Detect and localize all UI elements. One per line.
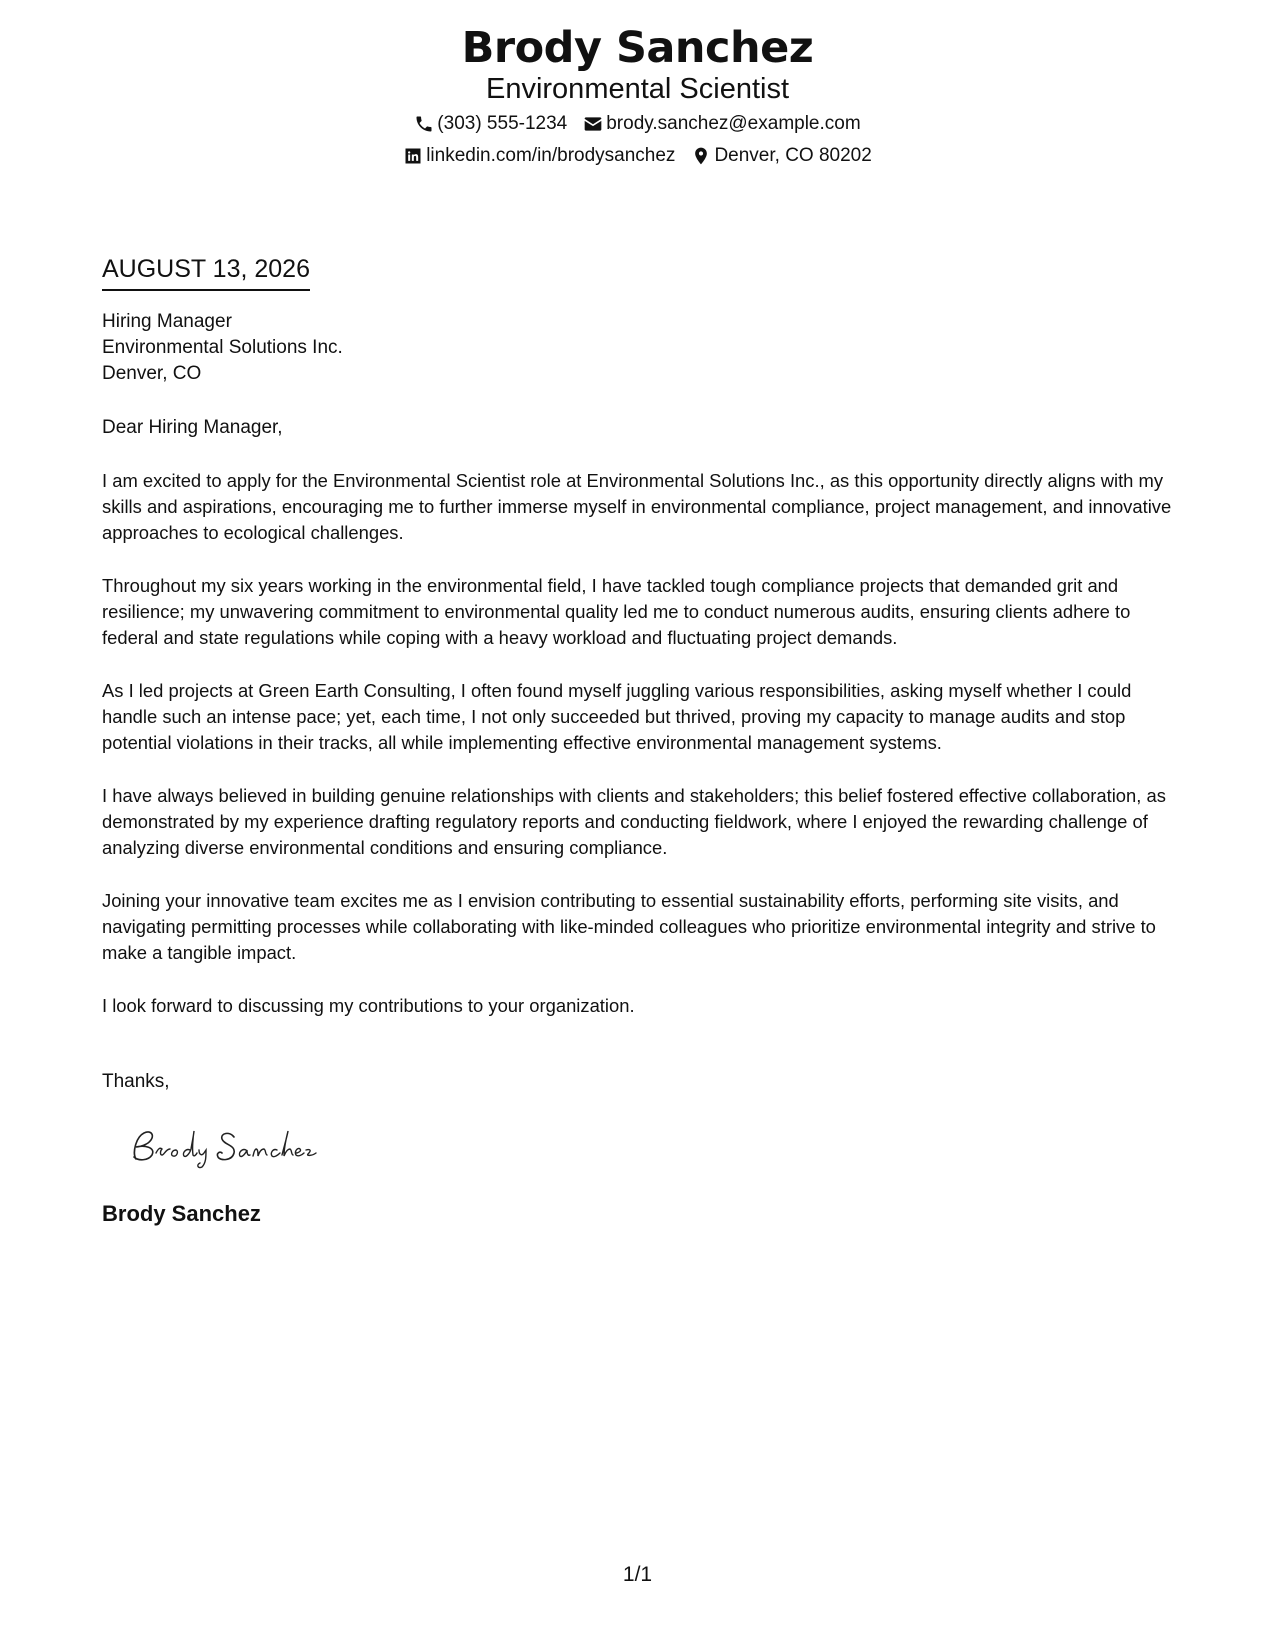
email-text: brody.sanchez@example.com bbox=[606, 113, 861, 134]
signer-name: Brody Sanchez bbox=[102, 1201, 261, 1226]
applicant-name: Brody Sanchez bbox=[461, 23, 814, 73]
body-paragraph: As I led projects at Green Earth Consulting, I often found myself juggling various responsibilities, asking myself whether I could handle such an intense pace; yet, each time, I not only succeeded but thrived, proving my capacity to manage audits and stop potential violations in their tracks, all while implementing effective environmental management systems. bbox=[102, 680, 1132, 753]
contact-phone bbox=[414, 112, 567, 136]
phone-text: (303) 555-1234 bbox=[437, 113, 568, 134]
body-paragraph: I have always believed in building genuine relationships with clients and stakeholders; this belief fostered effective collaboration, as demonstrated by my experience drafting regulatory reports and conducting fieldwork, where I enjoyed the rewarding challenge of analyzing diverse environmental conditions and ensuring compliance. bbox=[102, 785, 1166, 858]
envelope-icon bbox=[583, 114, 603, 134]
contact-row-primary bbox=[0, 112, 1275, 136]
contact-row-secondary bbox=[0, 144, 1275, 168]
linkedin-text: linkedin.com/in/brodysanchez bbox=[426, 145, 676, 166]
recipient-line: Environmental Solutions Inc. bbox=[102, 337, 343, 358]
closing: Thanks, bbox=[102, 1071, 170, 1092]
salutation: Dear Hiring Manager, bbox=[102, 417, 283, 438]
body-paragraph: I look forward to discussing my contributions to your organization. bbox=[102, 995, 635, 1016]
recipient-line: Hiring Manager bbox=[102, 311, 232, 332]
contact-linkedin bbox=[403, 144, 675, 168]
linkedin-icon bbox=[403, 146, 423, 166]
contact-email bbox=[583, 112, 860, 136]
body-paragraph: I am excited to apply for the Environmental Scientist role at Environmental Solutions Inc., as this opportunity directly aligns with my skills and aspirations, encouraging me to further immerse myself in environmental compliance, project management, and innovative approaches to ecological challenges. bbox=[102, 470, 1172, 543]
letter-date: AUGUST 13, 2026 bbox=[102, 254, 310, 291]
applicant-title: Environmental Scientist bbox=[485, 73, 790, 105]
location-text: Denver, CO 80202 bbox=[714, 145, 872, 166]
contact-location bbox=[691, 144, 871, 168]
map-pin-icon bbox=[691, 146, 711, 166]
page-number: 1/1 bbox=[622, 1563, 653, 1586]
letter-header bbox=[0, 22, 1275, 168]
recipient-line: Denver, CO bbox=[102, 363, 202, 384]
signature-image bbox=[122, 1123, 362, 1173]
letter-body bbox=[102, 254, 1177, 1228]
phone-icon bbox=[414, 114, 434, 134]
body-paragraph: Throughout my six years working in the environmental field, I have tackled tough compliance projects that demanded grit and resilience; my unwavering commitment to environmental quality led me to conduct numerous audits, ensuring clients adhere to federal and state regulations while coping with a heavy workload and fluctuating project demands. bbox=[102, 575, 1131, 648]
body-paragraph: Joining your innovative team excites me as I envision contributing to essential sustainability efforts, performing site visits, and navigating permitting processes while collaborating with like-minded colleagues who prioritize environmental integrity and strive to make a tangible impact. bbox=[102, 890, 1156, 963]
recipient-block bbox=[102, 309, 1177, 387]
